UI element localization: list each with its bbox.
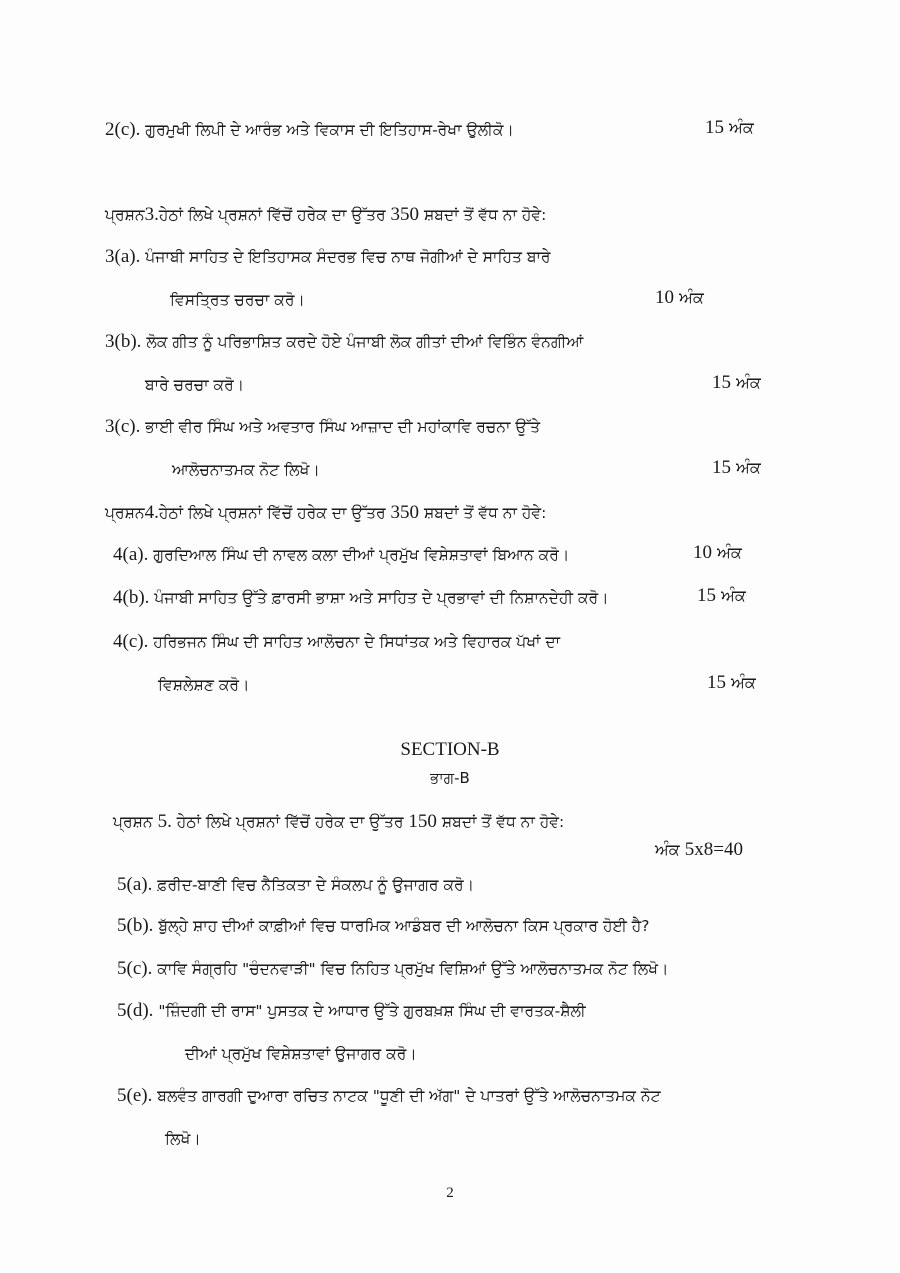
question-3c-continuation: ਆਲੋਚਨਾਤਮਕ ਨੋਟ ਲਿਖੋ। [172, 461, 320, 479]
section-subtitle: ਭਾਗ-B [430, 769, 470, 787]
question-5a [117, 873, 474, 897]
marks-number: 15 [707, 672, 726, 693]
question-text: ਭਾਈ ਵੀਰ ਸਿੰਘ ਅਤੇ ਅਵਤਾਰ ਸਿੰਘ ਆਜ਼ਾਦ ਦੀ ਮਹਾਂਕਾਵਿ ਰਚਨਾ ਉੱਤੇ [145, 418, 540, 436]
question-4c-continuation: ਵਿਸ਼ਲੇਸ਼ਣ ਕਰੋ। [158, 676, 250, 694]
marks-4a [693, 541, 742, 565]
heading-number: 3. [144, 204, 159, 225]
marks-word: ਅੰਕ [655, 840, 680, 859]
heading-prefix: ਪ੍ਰਸ਼ਨ [105, 504, 145, 522]
question-label: 4(b). [113, 587, 150, 608]
question-5d [117, 999, 586, 1023]
heading-word-limit: 350 [390, 204, 420, 225]
heading-text: ਹੇਠਾਂ ਲਿਖੇ ਪ੍ਰਸ਼ਨਾਂ ਵਿੱਚੋਂ ਹਰੇਕ ਦਾ ਉੱਤਰ [158, 504, 386, 522]
question-5-heading [113, 810, 564, 834]
marks-word: ਅੰਕ [729, 118, 754, 137]
question-label: 4(a). [113, 544, 149, 565]
question-3c [105, 415, 540, 439]
marks-3c [712, 456, 761, 480]
marks-number: 10 [655, 287, 674, 308]
marks-number: 15 [697, 585, 716, 606]
question-5c [117, 957, 668, 981]
marks-number: 15 [705, 117, 724, 138]
marks-word: ਅੰਕ [717, 543, 742, 562]
question-3-heading [105, 203, 546, 227]
heading-word-limit: 350 [390, 502, 420, 523]
question-text: ਗੁਰਮੁਖੀ ਲਿਪੀ ਦੇ ਆਰੰਭ ਅਤੇ ਵਿਕਾਸ ਦੀ ਇਤਿਹਾਸ-ਰੇਖਾ ਉਲੀਕੋ। [145, 121, 514, 139]
marks-word: ਅੰਕ [679, 288, 704, 307]
question-text: ਕਾਵਿ ਸੰਗ੍ਰਹਿ "ਚੰਦਨਵਾੜੀ" ਵਿਚ ਨਿਹਿਤ ਪ੍ਰਮੁੱਖ ਵਿਸ਼ਿਆਂ ਉੱਤੇ ਆਲੋਚਨਾਤਮਕ ਨੋਟ ਲਿਖੋ। [157, 960, 669, 978]
marks-2c [705, 116, 754, 140]
question-label: 5(b). [117, 915, 154, 936]
question-5e-continuation: ਲਿਖੋ। [165, 1130, 201, 1148]
question-label: 5(d). [117, 1000, 154, 1021]
marks-number: 10 [693, 542, 712, 563]
marks-4b [697, 584, 746, 608]
question-5d-continuation: ਦੀਆਂ ਪ੍ਰਮੁੱਖ ਵਿਸ਼ੇਸ਼ਤਾਵਾਂ ਉਜਾਗਰ ਕਰੋ। [185, 1045, 417, 1063]
heading-suffix: ਸ਼ਬਦਾਂ ਤੋਂ ਵੱਧ ਨਾ ਹੋਵੇ: [423, 206, 547, 224]
question-text: "ਜ਼ਿੰਦਗੀ ਦੀ ਰਾਸ" ਪੁਸਤਕ ਦੇ ਆਧਾਰ ਉੱਤੇ ਗੁਰਬਖ਼ਸ਼ ਸਿੰਘ ਦੀ ਵਾਰਤਕ-ਸ਼ੈਲੀ [158, 1002, 586, 1020]
marks-formula: 5x8=40 [684, 839, 743, 860]
marks-3a [655, 286, 704, 310]
question-text: ਬੁੱਲ੍ਹੇ ਸ਼ਾਹ ਦੀਆਂ ਕਾਫ਼ੀਆਂ ਵਿਚ ਧਾਰਮਿਕ ਆਡੰਬਰ ਦੀ ਆਲੋਚਨਾ ਕਿਸ ਪ੍ਰਕਾਰ ਹੋਈ ਹੈ? [158, 917, 650, 935]
heading-text: ਹੇਠਾਂ ਲਿਖੇ ਪ੍ਰਸ਼ਨਾਂ ਵਿੱਚੋਂ ਹਰੇਕ ਦਾ ਉੱਤਰ [158, 206, 386, 224]
heading-prefix: ਪ੍ਰਸ਼ਨ [105, 206, 145, 224]
question-text: ਪੰਜਾਬੀ ਸਾਹਿਤ ਉੱਤੇ ਫ਼ਾਰਸੀ ਭਾਸ਼ਾ ਅਤੇ ਸਾਹਿਤ ਦੇ ਪ੍ਰਭਾਵਾਂ ਦੀ ਨਿਸ਼ਾਨਦੇਹੀ ਕਰੋ। [154, 589, 609, 607]
question-5e [117, 1084, 661, 1108]
marks-word: ਅੰਕ [731, 673, 756, 692]
heading-number: 4. [144, 502, 159, 523]
question-3b [105, 330, 583, 354]
question-2c [105, 118, 514, 142]
marks-3b [712, 371, 761, 395]
question-3b-continuation: ਬਾਰੇ ਚਰਚਾ ਕਰੋ। [145, 376, 245, 394]
heading-number: 5. [157, 811, 172, 832]
question-5b [117, 914, 650, 938]
heading-suffix: ਸ਼ਬਦਾਂ ਤੋਂ ਵੱਧ ਨਾ ਹੋਵੇ: [441, 813, 565, 831]
question-text: ਪੰਜਾਬੀ ਸਾਹਿਤ ਦੇ ਇਤਿਹਾਸਕ ਸੰਦਰਭ ਵਿਚ ਨਾਥ ਜੋਗੀਆਂ ਦੇ ਸਾਹਿਤ ਬਾਰੇ [145, 248, 551, 266]
marks-word: ਅੰਕ [721, 586, 746, 605]
question-label: 4(c). [113, 631, 149, 652]
heading-word-limit: 150 [408, 811, 437, 832]
section-title: SECTION-B [400, 739, 500, 760]
question-text: ਹਰਿਭਜਨ ਸਿੰਘ ਦੀ ਸਾਹਿਤ ਆਲੋਚਨਾ ਦੇ ਸਿਧਾਂਤਕ ਅਤੇ ਵਿਹਾਰਕ ਪੱਖਾਂ ਦਾ [153, 633, 561, 651]
question-label: 2(c). [105, 119, 141, 140]
question-3a-continuation: ਵਿਸਤ੍ਰਿਤ ਚਰਚਾ ਕਰੋ। [170, 291, 305, 309]
marks-word: ਅੰਕ [736, 458, 761, 477]
marks-q5-total [655, 838, 743, 862]
marks-number: 15 [712, 457, 731, 478]
question-label: 3(b). [105, 331, 142, 352]
question-label: 3(a). [105, 246, 141, 267]
question-4c [113, 630, 560, 654]
heading-text: ਹੇਠਾਂ ਲਿਖੇ ਪ੍ਰਸ਼ਨਾਂ ਵਿੱਚੋਂ ਹਰੇਕ ਦਾ ਉੱਤਰ [176, 813, 404, 831]
question-label: 5(e). [117, 1085, 153, 1106]
marks-word: ਅੰਕ [736, 373, 761, 392]
marks-4c [707, 671, 756, 695]
question-text: ਲੋਕ ਗੀਤ ਨੂੰ ਪਰਿਭਾਸ਼ਿਤ ਕਰਦੇ ਹੋਏ ਪੰਜਾਬੀ ਲੋਕ ਗੀਤਾਂ ਦੀਆਂ ਵਿਭਿੰਨ ਵੰਨਗੀਆਂ [146, 333, 584, 351]
heading-prefix: ਪ੍ਰਸ਼ਨ [113, 813, 153, 831]
question-text: ਗੁਰਦਿਆਲ ਸਿੰਘ ਦੀ ਨਾਵਲ ਕਲਾ ਦੀਆਂ ਪ੍ਰਮੁੱਖ ਵਿਸ਼ੇਸ਼ਤਾਵਾਂ ਬਿਆਨ ਕਰੋ। [153, 546, 570, 564]
page-number: 2 [446, 1185, 454, 1201]
question-4a [113, 543, 569, 567]
question-text: ਫ਼ਰੀਦ-ਬਾਣੀ ਵਿਚ ਨੈਤਿਕਤਾ ਦੇ ਸੰਕਲਪ ਨੂੰ ਉਜਾਗਰ ਕਰੋ। [157, 876, 475, 894]
question-3a [105, 245, 551, 269]
question-label: 3(c). [105, 416, 141, 437]
question-label: 5(c). [117, 958, 153, 979]
heading-suffix: ਸ਼ਬਦਾਂ ਤੋਂ ਵੱਧ ਨਾ ਹੋਵੇ: [423, 504, 547, 522]
question-label: 5(a). [117, 874, 153, 895]
marks-number: 15 [712, 372, 731, 393]
question-4-heading [105, 501, 546, 525]
question-text: ਬਲਵੰਤ ਗਾਰਗੀ ਦੁਆਰਾ ਰਚਿਤ ਨਾਟਕ "ਧੂਣੀ ਦੀ ਅੱਗ" ਦੇ ਪਾਤਰਾਂ ਉੱਤੇ ਆਲੋਚਨਾਤਮਕ ਨੋਟ [157, 1087, 661, 1105]
question-4b [113, 586, 609, 610]
